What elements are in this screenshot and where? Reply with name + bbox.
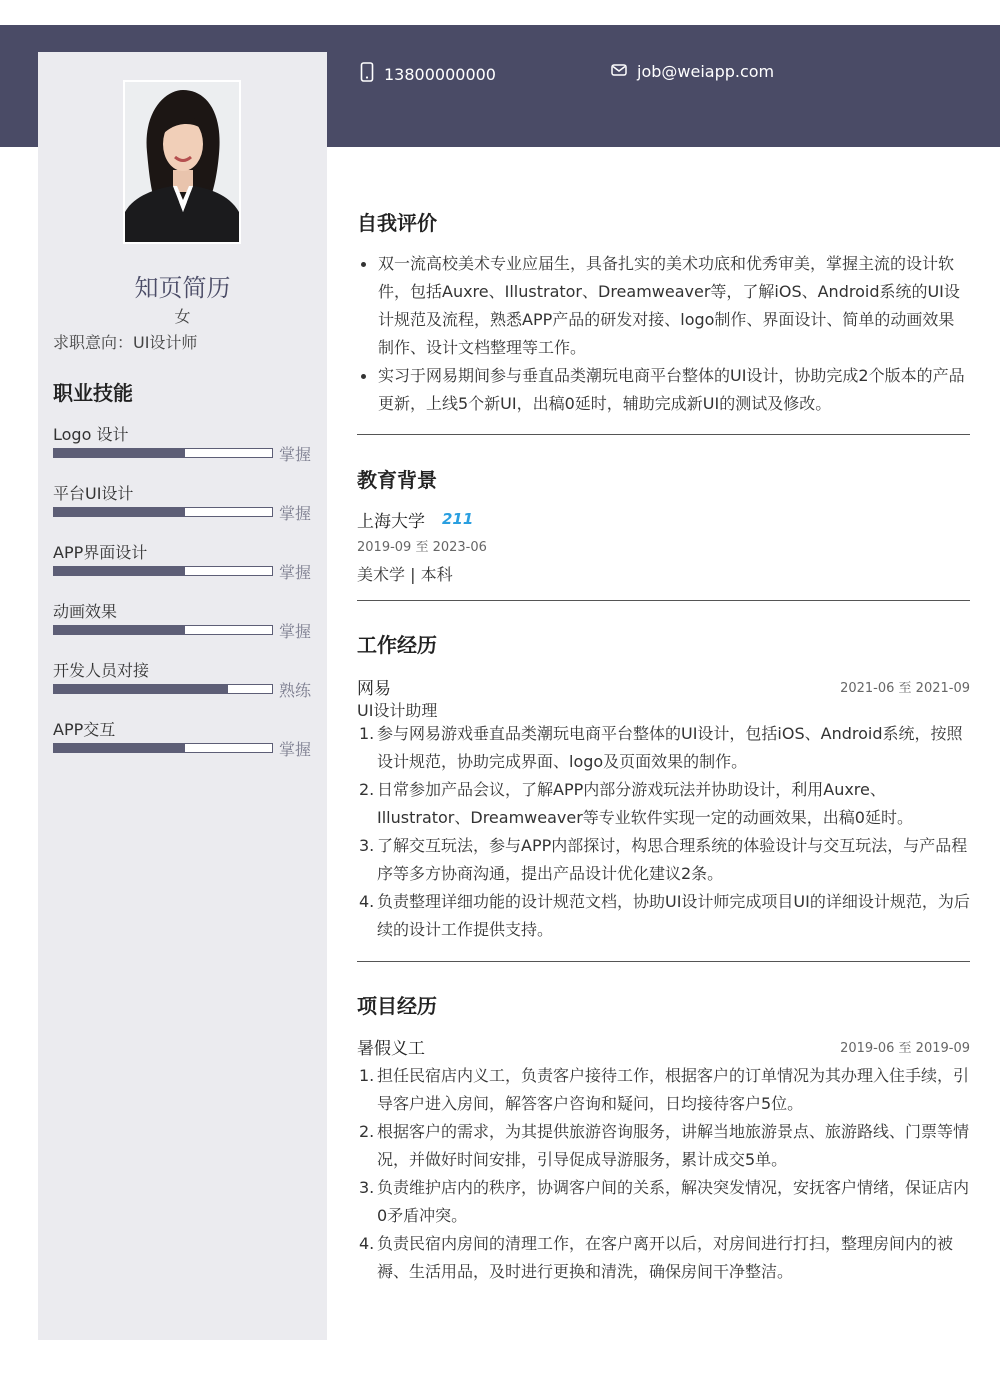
skill-bar (53, 448, 273, 458)
education-date: 2019-09 至 2023-06 (357, 540, 487, 555)
project-item: 4. 负责民宿内房间的清理工作，在客户离开以后，对房间进行打扫，整理房间内的被褥、生活用品，及时进行更换和清洗，确保房间干净整洁。 (359, 1234, 954, 1281)
skill-bar-fill (54, 626, 185, 634)
skill-row (53, 540, 317, 590)
project-heading: 项目经历 (357, 994, 437, 1018)
project-item: 1. 担任民宿店内义工，负责客户接待工作，根据客户的订单情况为其办理入住手续，引导客户进入房间，解答客户咨询和疑问，日均接待客户5位。 (359, 1066, 970, 1113)
profile-name: 知页简历 (134, 274, 231, 302)
skill-bar-fill (54, 508, 185, 516)
skills-heading: 职业技能 (53, 381, 133, 405)
skill-level: 掌握 (279, 504, 312, 523)
phone-contact (360, 62, 496, 86)
skill-bar (53, 566, 273, 576)
skill-row (53, 481, 317, 531)
project-item: 2. 根据客户的需求，为其提供旅游咨询服务，讲解当地旅游景点、旅游路线、门票等情况，并做好时间安排，引导促成导游服务，累计成交5单。 (359, 1122, 970, 1169)
work-date: 2021-06 至 2021-09 (840, 681, 970, 696)
email-contact (611, 62, 774, 81)
project-item: 3. 负责维护店内的秩序，协调客户间的关系，解决突发情况，安抚客户情绪，保证店内0矛盾冲突。 (359, 1178, 970, 1225)
project-date: 2019-06 至 2019-09 (840, 1041, 970, 1056)
work-role: UI设计助理 (357, 701, 438, 720)
skill-name: APP交互 (53, 720, 116, 739)
skill-bar (53, 684, 273, 694)
email-address: job@weiapp.com (637, 62, 775, 81)
skill-level: 掌握 (279, 563, 312, 582)
skill-bar-fill (54, 685, 228, 693)
self-eval-item: 双一流高校美术专业应届生，具备扎实的美术功底和优秀审美，掌握主流的设计软件，包括Auxre、Illustrator、Dreamweaver等，了解iOS、Android系统的UI设计规范及流程，熟悉APP产品的研发对接、logo制作、界面设计、简单的动画效果制作、设计文档整理等工作。 (357, 250, 969, 362)
skill-bar-fill (54, 449, 185, 457)
skill-bar (53, 743, 273, 753)
work-item: 3. 了解交互玩法，参与APP内部探讨，构思合理系统的体验设计与交互玩法，与产品程序等多方协商沟通，提出产品设计优化建议2条。 (359, 836, 968, 883)
skill-bar-fill (54, 744, 185, 752)
education-major: 美术学 | 本科 (357, 565, 453, 584)
skill-bar (53, 507, 273, 517)
work-item: 1. 参与网易游戏垂直品类潮玩电商平台整体的UI设计，包括iOS、Android系统，按照设计规范，协助完成界面、logo及页面效果的制作。 (359, 724, 963, 771)
skill-row (53, 658, 317, 708)
self-eval-item: 实习于网易期间参与垂直品类潮玩电商平台整体的UI设计，协助完成2个版本的产品更新，上线5个新UI，出稿0延时，辅助完成新UI的测试及修改。 (357, 362, 969, 418)
work-item: 4. 负责整理详细功能的设计规范文档，协助UI设计师完成项目UI的详细设计规范，为后续的设计工作提供支持。 (359, 892, 970, 939)
work-heading: 工作经历 (357, 633, 437, 657)
education-heading: 教育背景 (357, 468, 437, 492)
skill-name: APP界面设计 (53, 543, 148, 562)
work-item: 2. 日常参加产品会议，了解APP内部分游戏玩法并协助设计，利用Auxre、Illustrator、Dreamweaver等专业软件实现一定的动画效果，出稿0延时。 (359, 780, 913, 827)
skill-level: 掌握 (279, 622, 312, 641)
project-name: 暑假义工 (357, 1039, 425, 1059)
skill-row (53, 422, 317, 472)
skill-name: 平台UI设计 (53, 484, 134, 503)
skill-name: Logo 设计 (53, 425, 129, 444)
skill-bar-fill (54, 567, 185, 575)
mail-icon (611, 62, 627, 81)
skill-row (53, 599, 317, 649)
phone-icon (360, 62, 374, 86)
job-intent: 求职意向：UI设计师 (53, 333, 198, 352)
skill-level: 掌握 (279, 445, 312, 464)
school-badge: 211 (442, 510, 474, 528)
phone-number: 13800000000 (384, 64, 496, 84)
skill-row (53, 717, 317, 767)
section-divider (357, 434, 970, 435)
section-divider (357, 961, 970, 962)
profile-gender: 女 (174, 307, 191, 326)
skill-bar (53, 625, 273, 635)
skill-level: 掌握 (279, 740, 312, 759)
company-name: 网易 (357, 679, 391, 699)
skill-name: 动画效果 (53, 602, 118, 621)
school-name: 上海大学 (357, 512, 425, 532)
profile-photo (123, 80, 241, 244)
self-eval-heading: 自我评价 (357, 211, 437, 235)
skill-name: 开发人员对接 (53, 661, 150, 680)
section-divider (357, 600, 970, 601)
skill-level: 熟练 (279, 681, 312, 700)
